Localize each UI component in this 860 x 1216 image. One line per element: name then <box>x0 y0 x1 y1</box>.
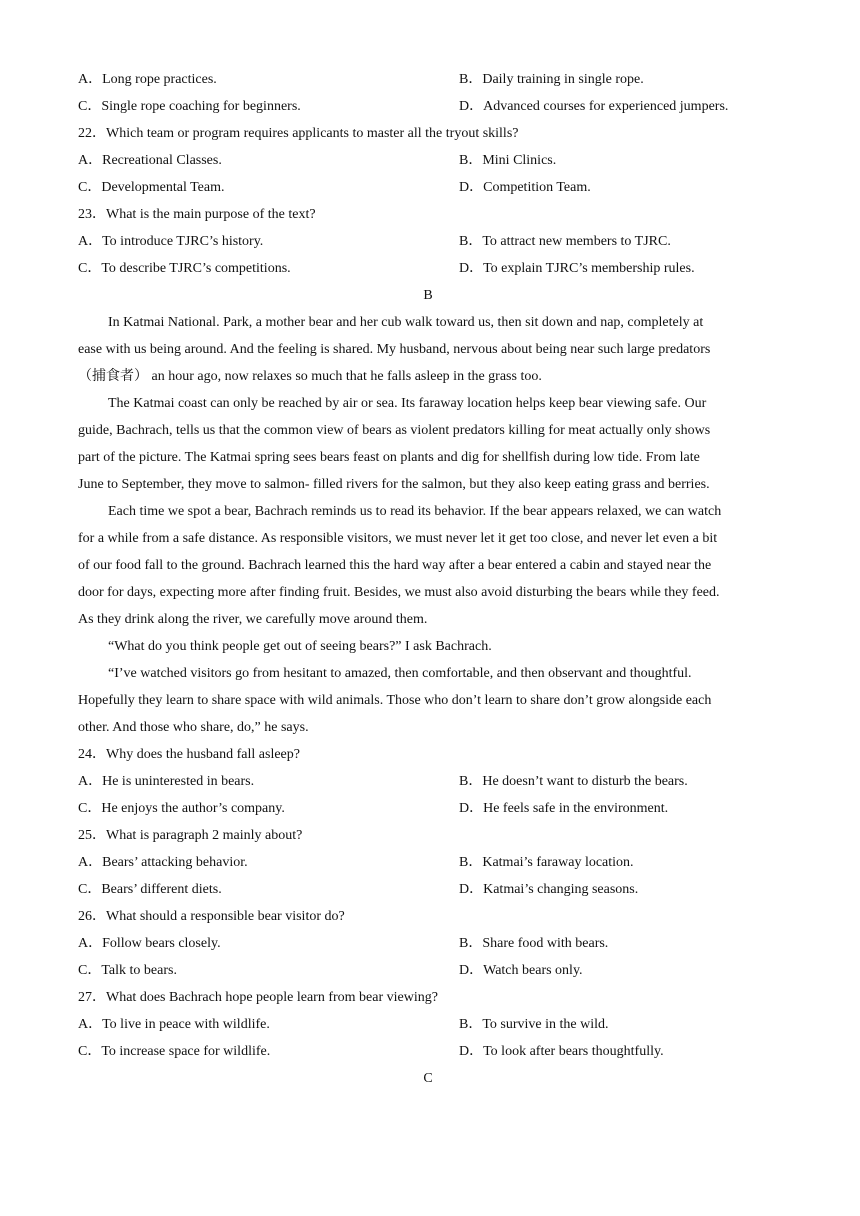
q26-option-d: D．Watch bears only. <box>459 963 583 978</box>
paragraph-line: for a while from a safe distance. As responsible visitors, we must never let it get too close, and never let even a bit <box>78 531 718 546</box>
q24-options-row-2 <box>78 795 778 822</box>
q23-option-a: A．To introduce TJRC’s history. <box>78 234 264 249</box>
q22-option-b: B．Mini Clinics. <box>459 153 557 168</box>
q22-options-row-2 <box>78 174 778 201</box>
paragraph-line: of our food fall to the ground. Bachrach learned this the hard way after a bear entered a cabin and stayed near the <box>78 558 712 573</box>
paragraph-line: Each time we spot a bear, Bachrach reminds us to read its behavior. If the bear appears relaxed, we can watch <box>108 504 722 519</box>
paragraph-line: other. And those who share, do,” he says. <box>78 720 309 735</box>
paragraph-line: June to September, they move to salmon- filled rivers for the salmon, but they also keep eating grass and berries. <box>78 477 710 492</box>
q22-option-c: C．Developmental Team. <box>78 180 225 195</box>
q27-options-row-2 <box>78 1038 778 1065</box>
paragraph-line: part of the picture. The Katmai spring sees bears feast on plants and dig for shellfish during low tide. From late <box>78 450 700 465</box>
q23-options-row-1 <box>78 228 778 255</box>
exam-page <box>78 66 778 1092</box>
q25-option-d: D．Katmai’s changing seasons. <box>459 882 639 897</box>
q22-option-a: A．Recreational Classes. <box>78 153 222 168</box>
q23-option-d: D．To explain TJRC’s membership rules. <box>459 261 695 276</box>
q21-option-a: A．Long rope practices. <box>78 72 217 87</box>
q26-option-b: B．Share food with bears. <box>459 936 609 951</box>
q21-option-b: B．Daily training in single rope. <box>459 72 644 87</box>
q24-option-d: D．He feels safe in the environment. <box>459 801 669 816</box>
paragraph-3 <box>78 498 778 633</box>
q23-option-c: C．To describe TJRC’s competitions. <box>78 261 291 276</box>
q22-options-row-1 <box>78 147 778 174</box>
paragraph-line: “I’ve watched visitors go from hesitant to amazed, then comfortable, and then observant and thoughtful. <box>108 666 692 681</box>
q27-stem: 27．What does Bachrach hope people learn from bear viewing? <box>78 990 438 1005</box>
paragraph-5 <box>78 660 778 741</box>
q26-options-row-1 <box>78 930 778 957</box>
paragraph-2 <box>78 390 778 498</box>
q21-option-c: C．Single rope coaching for beginners. <box>78 99 301 114</box>
q24-option-c: C．He enjoys the author’s company. <box>78 801 285 816</box>
section-c-heading: C <box>423 1071 433 1086</box>
q26-options-row-2 <box>78 957 778 984</box>
q22-stem: 22．Which team or program requires applicants to master all the tryout skills? <box>78 126 519 141</box>
q22-option-d: D．Competition Team. <box>459 180 591 195</box>
q27-option-b: B．To survive in the wild. <box>459 1017 609 1032</box>
paragraph-line: Hopefully they learn to share space with wild animals. Those who don’t learn to share don’t grow alongside each <box>78 693 712 708</box>
q25-options-row-1 <box>78 849 778 876</box>
q26-option-a: A．Follow bears closely. <box>78 936 221 951</box>
passage <box>78 309 778 741</box>
q26-stem: 26．What should a responsible bear visitor do? <box>78 909 345 924</box>
q23-options-row-2 <box>78 255 778 282</box>
paragraph-line: guide, Bachrach, tells us that the common view of bears as violent predators killing for meat actually only shows <box>78 423 711 438</box>
q26-option-c: C．Talk to bears. <box>78 963 177 978</box>
q27-option-c: C．To increase space for wildlife. <box>78 1044 271 1059</box>
q24-option-a: A．He is uninterested in bears. <box>78 774 255 789</box>
paragraph-line: As they drink along the river, we carefully move around them. <box>78 612 428 627</box>
q27-option-a: A．To live in peace with wildlife. <box>78 1017 270 1032</box>
section-b-heading: B <box>423 288 433 303</box>
paragraph-line: （捕食者） an hour ago, now relaxes so much that he falls asleep in the grass too. <box>78 369 542 384</box>
paragraph-1 <box>78 309 778 390</box>
q21-options-row-2 <box>78 93 778 120</box>
paragraph-line: “What do you think people get out of seeing bears?” I ask Bachrach. <box>108 639 492 654</box>
q25-option-a: A．Bears’ attacking behavior. <box>78 855 248 870</box>
q23-option-b: B．To attract new members to TJRC. <box>459 234 671 249</box>
q21-options-row-1 <box>78 66 778 93</box>
q25-stem: 25．What is paragraph 2 mainly about? <box>78 828 303 843</box>
q24-option-b: B．He doesn’t want to disturb the bears. <box>459 774 688 789</box>
q24-stem: 24．Why does the husband fall asleep? <box>78 747 300 762</box>
paragraph-4 <box>78 633 778 660</box>
q27-options-row-1 <box>78 1011 778 1038</box>
paragraph-line: ease with us being around. And the feeling is shared. My husband, nervous about being near such large predators <box>78 342 711 357</box>
paragraph-line: The Katmai coast can only be reached by air or sea. Its faraway location helps keep bear viewing safe. Our <box>108 396 707 411</box>
paragraph-line: door for days, expecting more after finding fruit. Besides, we must also avoid disturbing the bears while they feed. <box>78 585 720 600</box>
q25-options-row-2 <box>78 876 778 903</box>
q25-option-c: C．Bears’ different diets. <box>78 882 222 897</box>
q24-options-row-1 <box>78 768 778 795</box>
q21-option-d: D．Advanced courses for experienced jumpers. <box>459 99 729 114</box>
q25-option-b: B．Katmai’s faraway location. <box>459 855 634 870</box>
q27-option-d: D．To look after bears thoughtfully. <box>459 1044 664 1059</box>
paragraph-line: In Katmai National. Park, a mother bear and her cub walk toward us, then sit down and nap, completely at <box>108 315 704 330</box>
q23-stem: 23．What is the main purpose of the text? <box>78 207 316 222</box>
